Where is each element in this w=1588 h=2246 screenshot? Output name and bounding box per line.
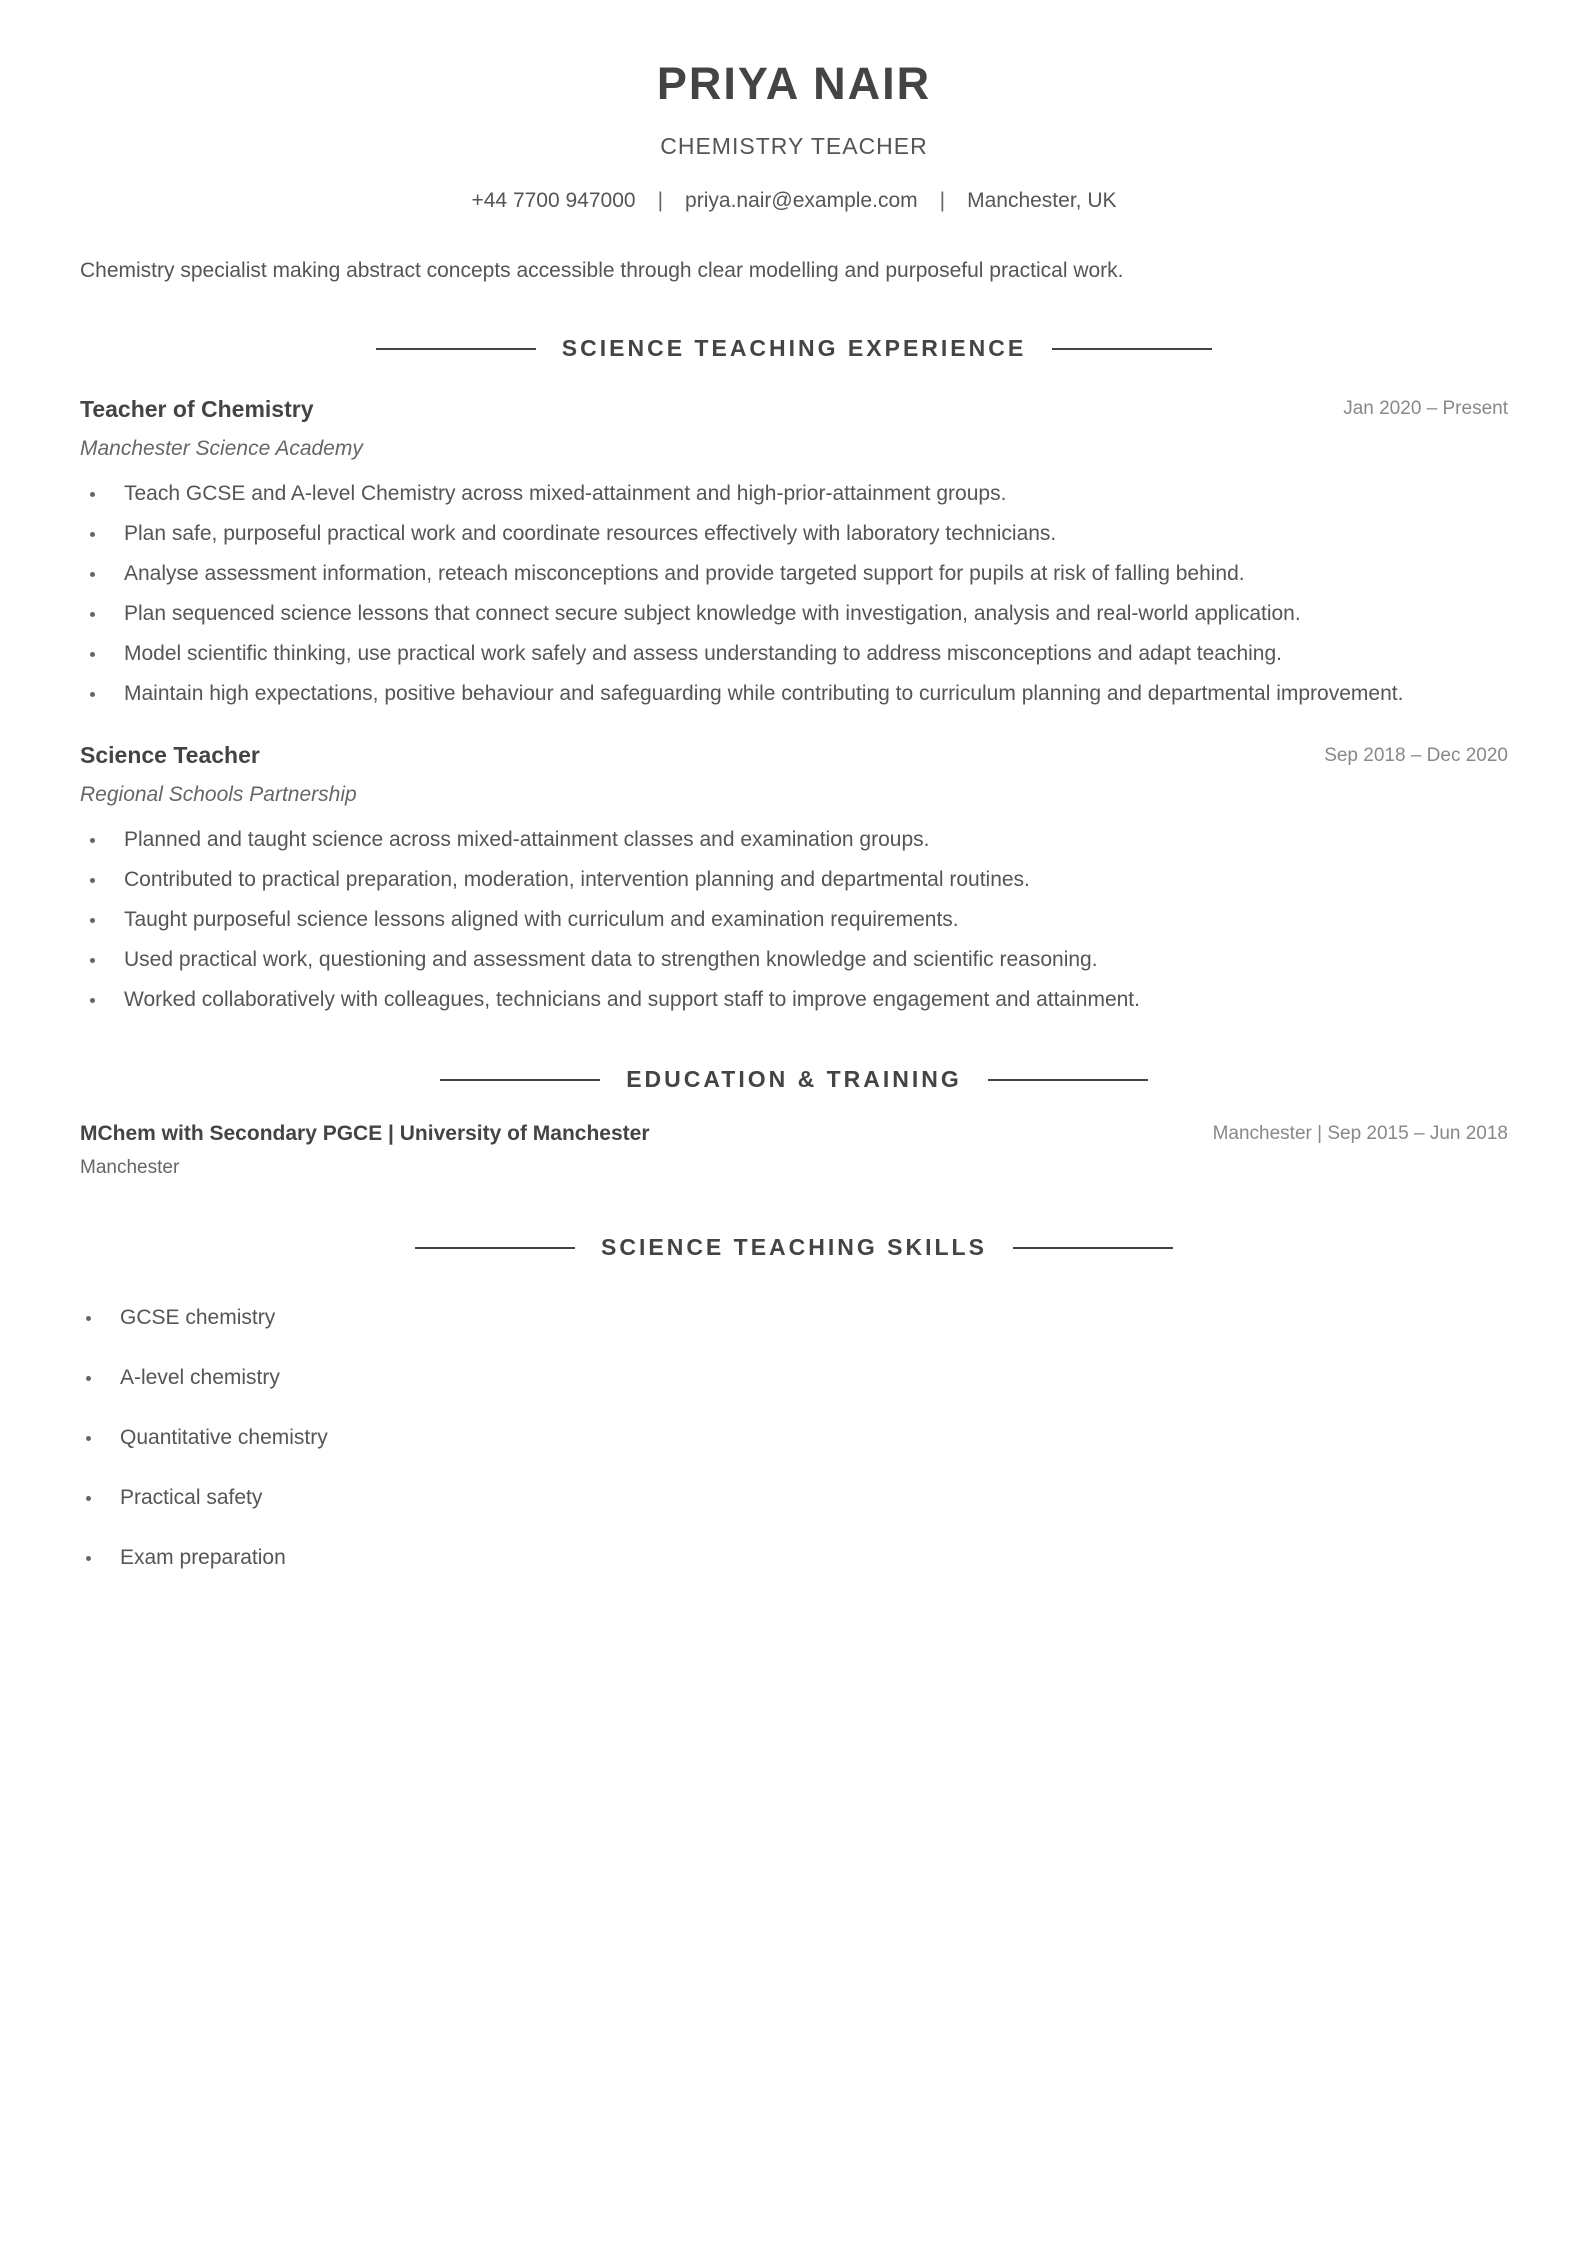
list-item: Plan safe, purposeful practical work and coordinate resources effectively with laboratory technicians. (80, 514, 1403, 554)
list-item: Teach GCSE and A-level Chemistry across mixed-attainment and high-prior-attainment groups. (80, 474, 1403, 514)
list-item: Maintain high expectations, positive behaviour and safeguarding while contributing to curriculum planning and departmental improvement. (80, 674, 1403, 714)
section-heading-skills (0, 1234, 1588, 1261)
contact-phone: +44 7700 947000 (471, 189, 636, 212)
heading-rule-right (1013, 1247, 1173, 1249)
job-responsibilities (80, 820, 1140, 1020)
section-title: SCIENCE TEACHING SKILLS (601, 1234, 987, 1260)
job-title: Science Teacher (80, 742, 260, 768)
candidate-name: PRIYA NAIR (656, 58, 932, 109)
heading-rule-right (988, 1079, 1148, 1081)
skill-item: A-level chemistry (80, 1348, 328, 1408)
list-item: Analyse assessment information, reteach misconceptions and provide targeted support for pupils at risk of falling behind. (80, 554, 1403, 594)
job-dates: Jan 2020 – Present (1343, 398, 1508, 419)
list-item: Worked collaboratively with colleagues, technicians and support staff to improve engagement and attainment. (80, 980, 1140, 1020)
contact-line (0, 189, 1588, 213)
section-heading-education (0, 1066, 1588, 1093)
skill-item: Quantitative chemistry (80, 1408, 328, 1468)
heading-rule-right (1052, 348, 1212, 350)
heading-rule-left (376, 348, 536, 350)
section-heading-experience (0, 335, 1588, 362)
skill-item: Practical safety (80, 1468, 328, 1528)
list-item: Taught purposeful science lessons aligned with curriculum and examination requirements. (80, 900, 1140, 940)
profile-summary: Chemistry specialist making abstract concepts accessible through clear modelling and purposeful practical work. (80, 259, 1124, 282)
list-item: Model scientific thinking, use practical work safely and assess understanding to address misconceptions and adapt teaching. (80, 634, 1403, 674)
section-title: SCIENCE TEACHING EXPERIENCE (561, 335, 1027, 361)
education-location: Manchester (80, 1157, 180, 1178)
skill-item: Exam preparation (80, 1528, 328, 1588)
heading-rule-left (415, 1247, 575, 1249)
education-title: MChem with Secondary PGCE | University of Manchester (80, 1122, 650, 1145)
education-meta: Manchester | Sep 2015 – Jun 2018 (1212, 1123, 1508, 1144)
section-title: EDUCATION & TRAINING (626, 1066, 962, 1092)
list-item: Contributed to practical preparation, moderation, intervention planning and departmental routines. (80, 860, 1140, 900)
list-item: Planned and taught science across mixed-attainment classes and examination groups. (80, 820, 1140, 860)
skills-list (80, 1288, 328, 1588)
job-responsibilities (80, 474, 1403, 714)
candidate-role: CHEMISTRY TEACHER (660, 133, 928, 159)
list-item: Plan sequenced science lessons that connect secure subject knowledge with investigation, analysis and real-world application. (80, 594, 1403, 634)
job-dates: Sep 2018 – Dec 2020 (1324, 745, 1508, 766)
skill-item: GCSE chemistry (80, 1288, 328, 1348)
contact-separator: | (657, 189, 664, 212)
heading-rule-left (440, 1079, 600, 1081)
contact-separator: | (939, 189, 946, 212)
contact-location: Manchester, UK (967, 189, 1117, 212)
list-item: Used practical work, questioning and assessment data to strengthen knowledge and scientific reasoning. (80, 940, 1140, 980)
job-title: Teacher of Chemistry (80, 396, 314, 422)
job-organisation: Manchester Science Academy (80, 437, 363, 460)
contact-email: priya.nair@example.com (685, 189, 918, 212)
job-organisation: Regional Schools Partnership (80, 783, 357, 806)
